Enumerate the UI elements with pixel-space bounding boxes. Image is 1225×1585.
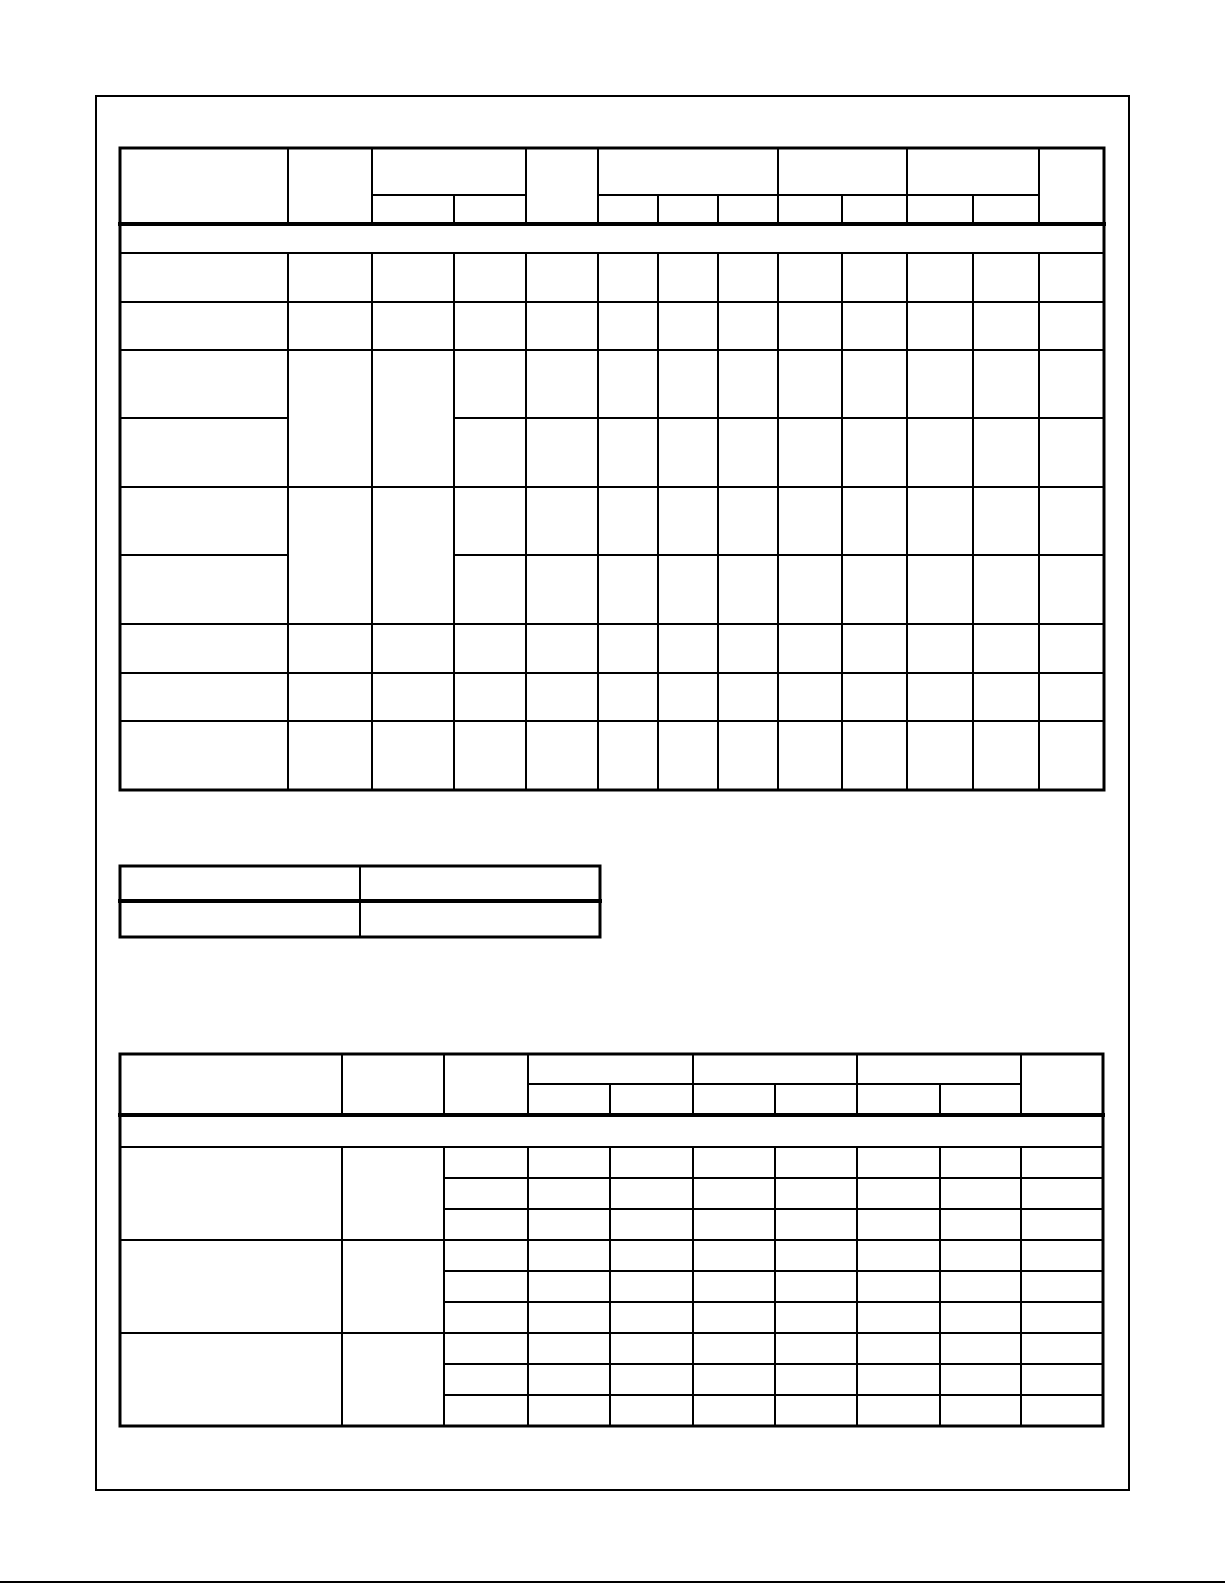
- page-border: [96, 96, 1129, 1490]
- table-3: [120, 1054, 1103, 1426]
- table-2: [120, 866, 600, 937]
- table-1: [120, 148, 1104, 790]
- table-1-border: [120, 148, 1104, 790]
